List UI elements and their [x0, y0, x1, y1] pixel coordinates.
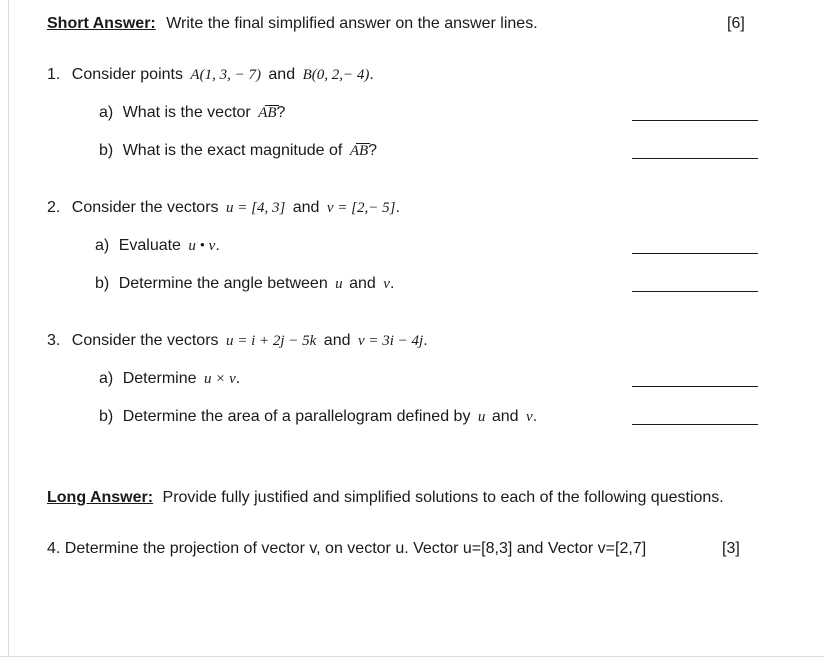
question-number: 1. [47, 66, 61, 83]
cross-product-expression: u × v [203, 371, 236, 387]
short-answer-header [47, 14, 538, 34]
long-answer-instruction: Provide fully justified and simplified solutions to each of the following questions. [162, 489, 724, 506]
question-3a [99, 369, 240, 389]
question-joiner: and [323, 332, 351, 349]
part-suffix: . [389, 275, 395, 292]
part-suffix: ? [368, 142, 378, 159]
question-1b [99, 141, 377, 161]
question-3: 3. Consider the vectors u = i + 2j − 5k and v = 3i − 4j. [47, 332, 428, 349]
part-text: Evaluate [118, 237, 181, 254]
part-label: b) [99, 408, 114, 425]
dot-product-expression: u • v [188, 238, 216, 254]
vector-u-def: u = i + 2j − 5k [225, 333, 317, 349]
question-number: 2. [47, 199, 61, 216]
question-number: 3. [47, 332, 61, 349]
vector-v-def: v = 3i − 4j [357, 333, 424, 349]
question-4-marks: [3] [722, 540, 740, 557]
page-bottom-edge [0, 656, 824, 657]
page-left-edge [8, 0, 9, 656]
short-answer-marks: [6] [727, 15, 745, 32]
question-1: 1. Consider points A(1, 3, − 7) and B(0, 2,− 4). [47, 66, 374, 83]
short-answer-instruction: Write the final simplified answer on the answer lines. [166, 15, 538, 32]
answer-line-1b[interactable] [632, 158, 758, 159]
short-answer-heading: Short Answer: [47, 15, 156, 32]
vector-ab: AB [349, 143, 369, 159]
long-answer-heading: Long Answer: [47, 489, 154, 506]
question-joiner: and [268, 66, 296, 83]
point-b: B(0, 2,− 4) [302, 67, 370, 83]
part-text: Determine the area of a parallelogram defined by [122, 408, 471, 425]
part-joiner: and [349, 275, 376, 292]
vector-v: v [526, 409, 533, 425]
answer-line-2b[interactable] [632, 291, 758, 292]
point-a: A(1, 3, − 7) [190, 67, 261, 83]
vector-ab: AB [258, 105, 277, 121]
vector-u: u [335, 276, 343, 292]
question-2: 2. Consider the vectors u = [4, 3] and v = [2,− 5]. [47, 199, 400, 216]
answer-line-3a[interactable] [632, 386, 758, 387]
vector-u: u [477, 409, 486, 425]
long-answer-header [47, 488, 724, 508]
part-suffix: . [532, 408, 538, 425]
part-text: Determine the angle between [118, 275, 328, 292]
question-4: 4. Determine the projection of vector v, on vector u. Vector u=[8,3] and Vector v=[2,7] [47, 540, 647, 557]
answer-line-1a[interactable] [632, 120, 758, 121]
vector-u-def: u = [4, 3] [225, 200, 286, 216]
part-label: a) [95, 237, 110, 254]
part-suffix: . [235, 370, 241, 387]
part-text: What is the vector [122, 104, 251, 121]
question-text: Consider the vectors [71, 199, 219, 216]
part-suffix: . [215, 237, 220, 254]
question-text: Consider the vectors [71, 332, 219, 349]
part-label: b) [99, 142, 114, 159]
vector-v-def: v = [2,− 5] [326, 200, 396, 216]
part-text: What is the exact magnitude of [122, 142, 343, 159]
answer-line-3b[interactable] [632, 424, 758, 425]
part-label: b) [95, 275, 110, 292]
question-2b [95, 274, 394, 294]
part-text: Determine [122, 370, 197, 387]
question-1a [99, 103, 285, 123]
question-joiner: and [292, 199, 320, 216]
vector-v: v [383, 276, 390, 292]
question-text: Consider points [71, 66, 183, 83]
part-suffix: ? [276, 104, 286, 121]
part-label: a) [99, 104, 114, 121]
part-joiner: and [491, 408, 519, 425]
question-2a [95, 236, 220, 256]
answer-line-2a[interactable] [632, 253, 758, 254]
question-3b [99, 407, 537, 427]
part-label: a) [99, 370, 114, 387]
